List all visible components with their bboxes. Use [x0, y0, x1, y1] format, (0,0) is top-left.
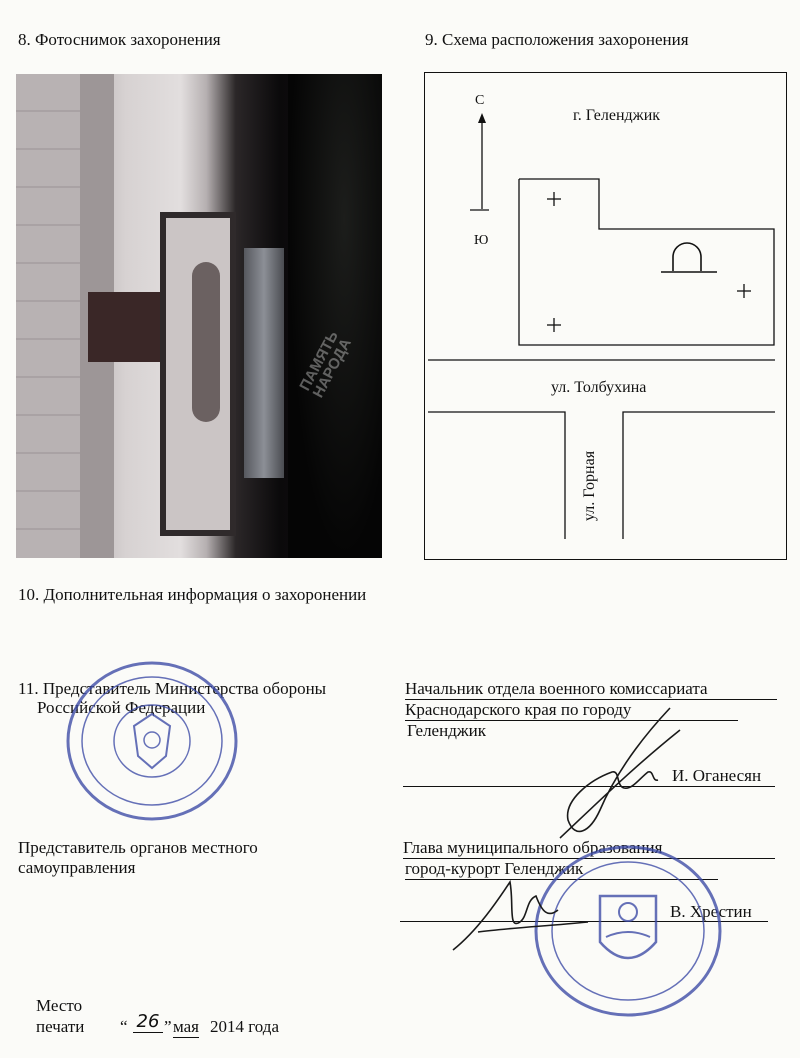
street-line-east — [623, 412, 775, 539]
memorial-icon — [673, 243, 701, 271]
oganesyan-name: И. Оганесян — [672, 766, 762, 785]
commissariat-head-line1: Начальник отдела военного комиссариата — [405, 679, 777, 700]
commissariat-head-line2: Краснодарского края по городу — [405, 700, 738, 721]
date-month: мая — [173, 1017, 200, 1036]
street-line-west — [428, 412, 565, 539]
city-label: г. Геленджик — [573, 107, 661, 124]
date-year: 2014 года — [210, 1017, 280, 1036]
south-label: Ю — [474, 233, 489, 248]
signature-khrestin — [448, 870, 598, 960]
street-gornaya-label: ул. Горная — [581, 450, 598, 522]
photo-watermark: ПАМЯТЬ НАРОДА — [296, 328, 355, 401]
military-seal — [62, 656, 242, 826]
signature-oganesyan — [520, 700, 690, 850]
mayor-line2: город-курорт Геленджик — [405, 859, 718, 880]
local-gov-line1: Представитель органов местного — [18, 838, 258, 857]
photo-obelisk — [244, 248, 284, 478]
date-day: 26 — [133, 1012, 163, 1033]
date-close-quote: ” — [164, 1017, 172, 1036]
burial-photo — [16, 74, 382, 558]
mayor-line1: Глава муниципального образования — [403, 838, 775, 859]
north-label: С — [475, 93, 485, 108]
section-8-title: 8. Фотоснимок захоронения — [18, 30, 221, 49]
street-tolbukhina-label: ул. Толбухина — [551, 379, 647, 396]
section-9-title: 9. Схема расположения захоронения — [425, 30, 689, 49]
commissariat-head-line3: Геленджик — [407, 721, 486, 740]
section-10-title: 10. Дополнительная информация о захоронении — [18, 585, 367, 604]
seal-word: печати — [36, 1017, 85, 1036]
photo-wall-tiles — [16, 74, 80, 558]
local-gov-line2: самоуправления — [18, 858, 136, 877]
date-open-quote: “ — [120, 1017, 128, 1036]
place-word: Место — [36, 996, 83, 1015]
compass-arrow-icon — [478, 113, 486, 123]
cemetery-outline — [519, 179, 774, 345]
khrestin-name: В. Хрестин — [670, 902, 752, 921]
grave-cross-icons — [547, 192, 751, 332]
photo-emblem — [192, 262, 220, 422]
location-scheme — [424, 72, 787, 560]
scheme-drawing — [425, 73, 786, 559]
mod-representative-line1: 11. Представитель Министерства обороны — [18, 679, 327, 698]
photo-dark-plaque — [88, 292, 168, 362]
mod-representative-line2: Российской Федерации — [37, 698, 206, 717]
